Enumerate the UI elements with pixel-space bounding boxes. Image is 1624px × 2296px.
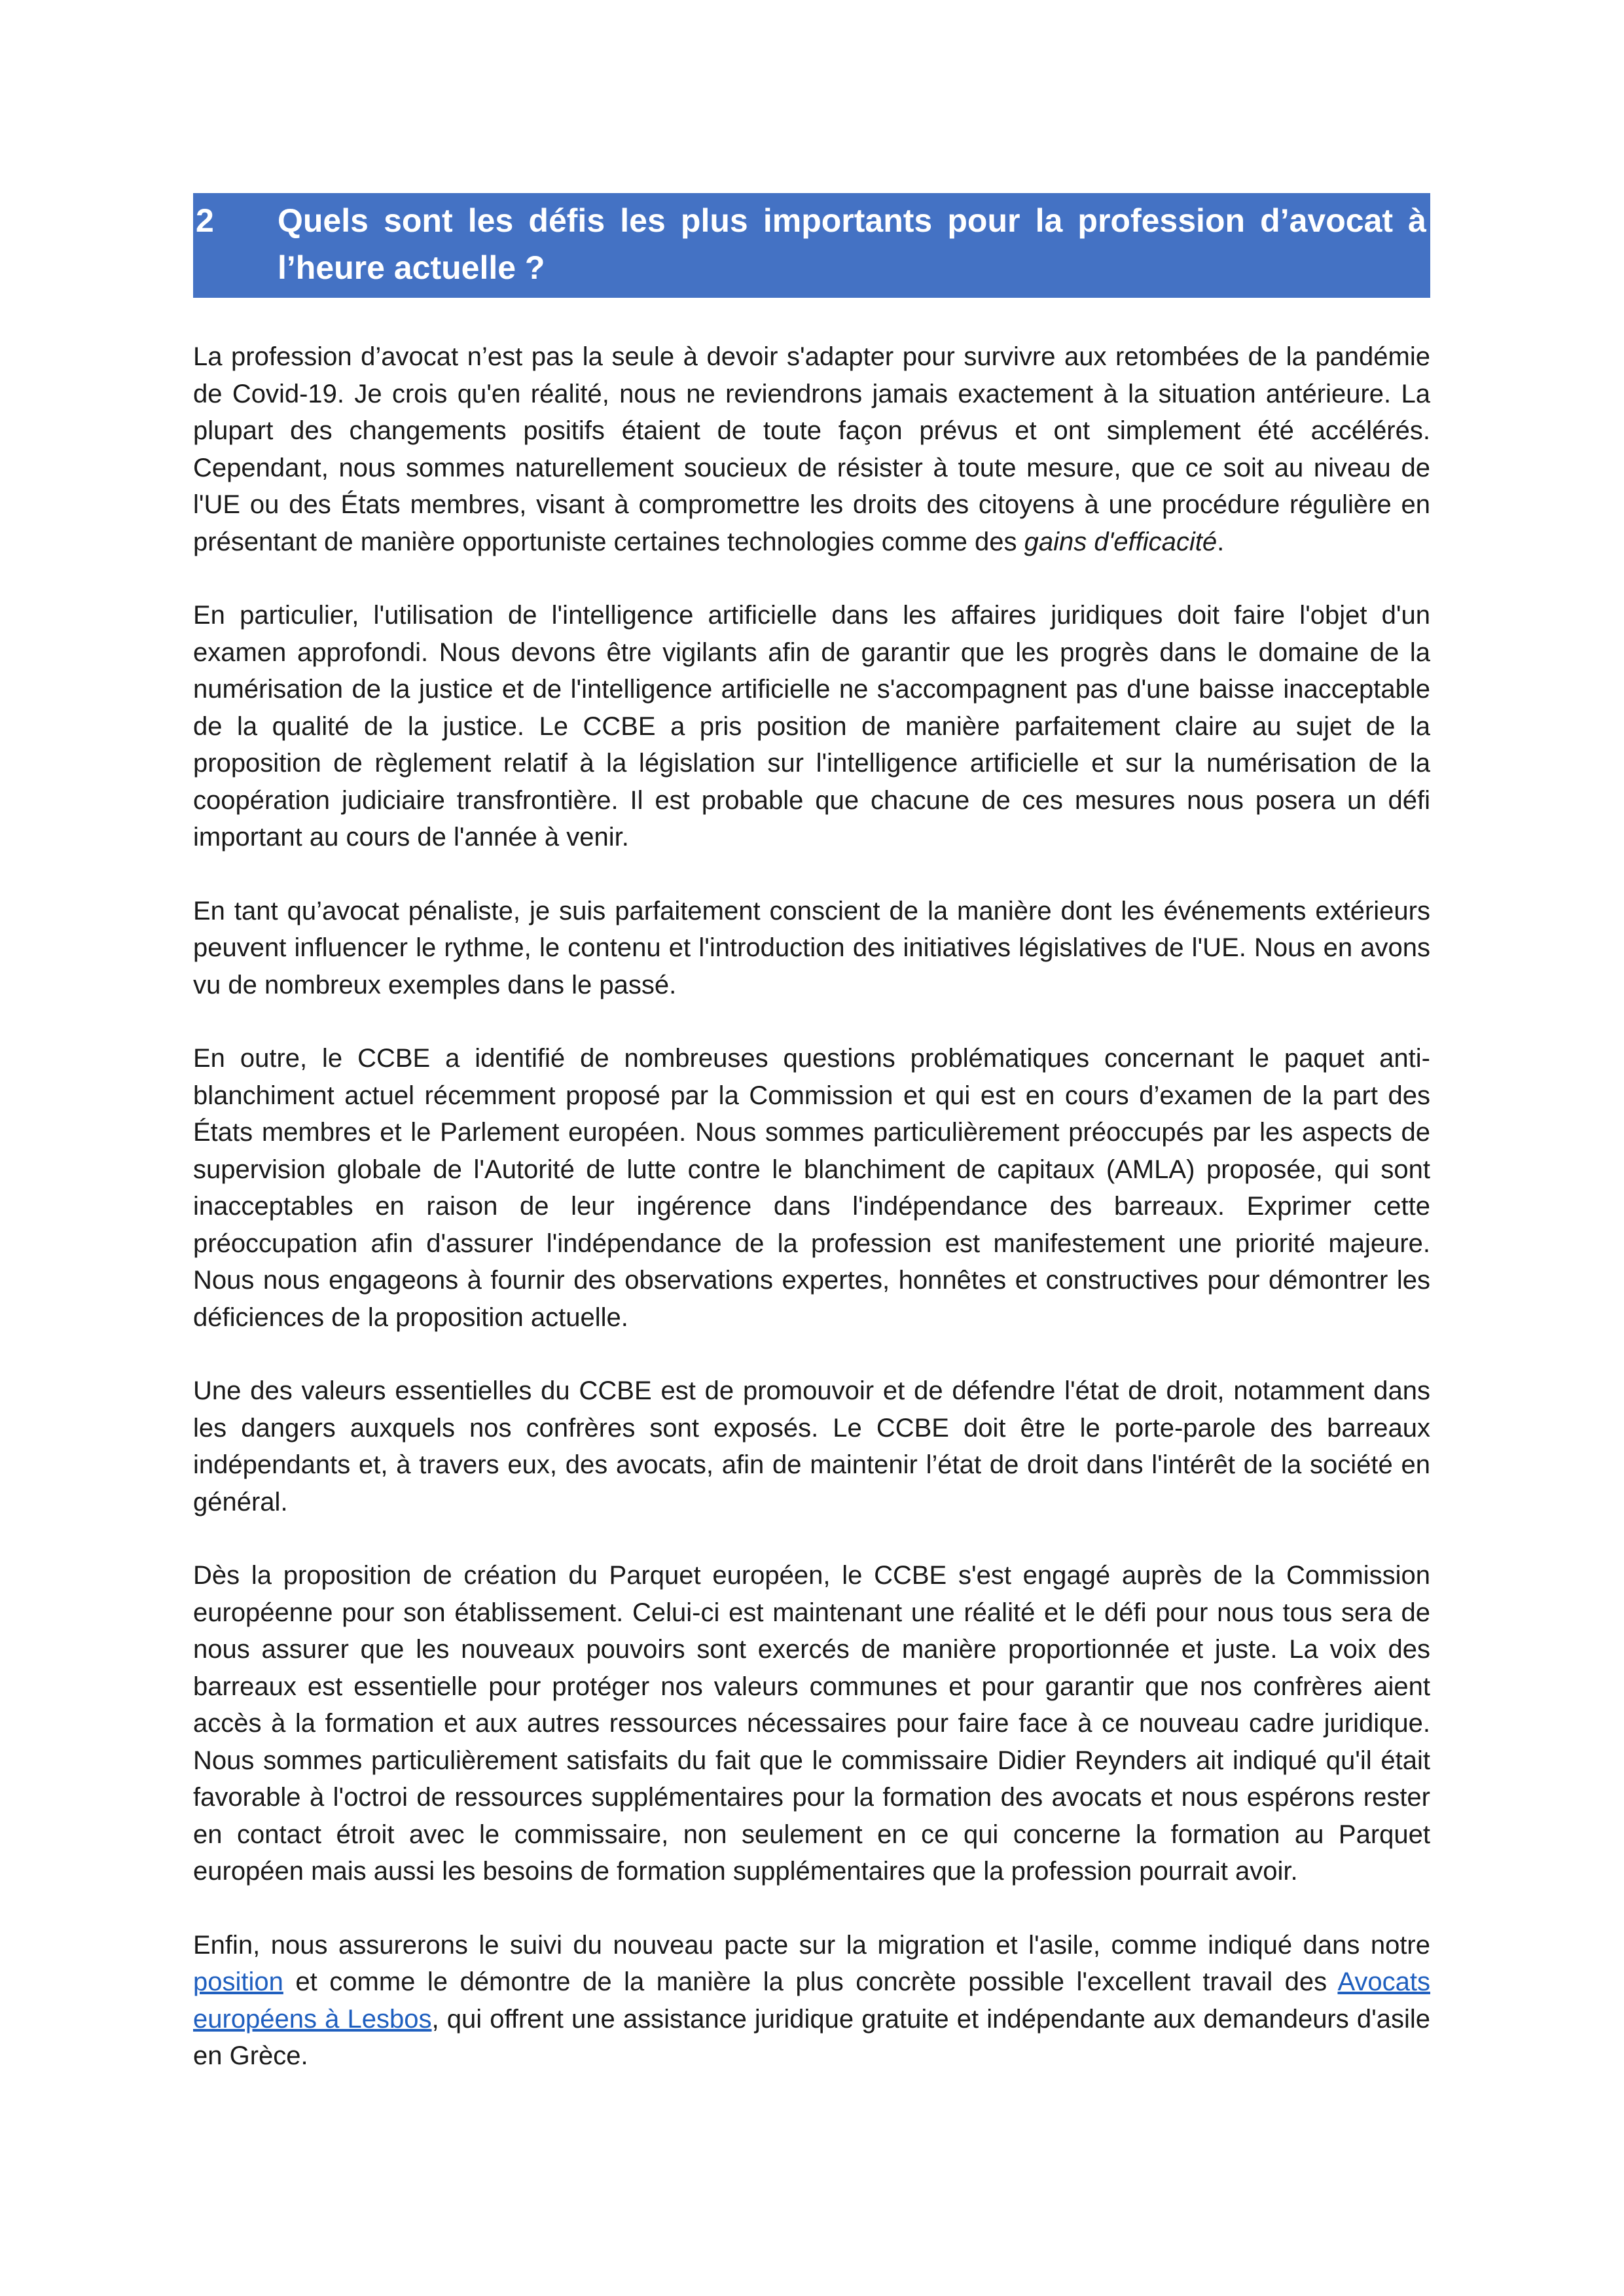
section-number: 2 bbox=[196, 202, 214, 239]
paragraph-7-part-2: et comme le démontre de la manière la plus concrète possible l'excellent travail des bbox=[283, 1967, 1338, 1996]
section-title: Quels sont les défis les plus importants pour la profession d’avocat à l’heure actuelle ? bbox=[278, 202, 1426, 286]
body-text bbox=[193, 338, 1430, 2075]
section-heading bbox=[193, 193, 1430, 298]
paragraph-4: En outre, le CCBE a identifié de nombreuses questions problématiques concernant le paquet anti-blanchiment actuel récemment proposé par la Commission et qui est en cours d’examen de la part des États membres et le Parlement européen. Nous sommes particulièrement préoccupés par les aspects de supervision globale de l'Autorité de lutte contre le blanchiment de capitaux (AMLA) proposée, qui sont inacceptables en raison de leur ingérence dans l'indépendance des barreaux. Exprimer cette préoccupation afin d'assurer l'indépendance de la profession est manifestement une priorité majeure. Nous nous engageons à fournir des observations expertes, honnêtes et constructives pour démontrer les déficiences de la proposition actuelle. bbox=[193, 1044, 1430, 1332]
document-page bbox=[193, 193, 1430, 2111]
avocats-europeens-lesbos-link[interactable]: Avocats européens à Lesbos bbox=[193, 1967, 1430, 2034]
paragraph-7-part-3: , qui offrent une assistance juridique gratuite et indépendante aux demandeurs d'asile en Grèce. bbox=[193, 2004, 1431, 2070]
paragraph-5: Une des valeurs essentielles du CCBE est de promouvoir et de défendre l'état de droit, notamment dans les dangers auxquels nos confrères sont exposés. Le CCBE doit être le porte-parole des barreaux indépendants et, à travers eux, des avocats, afin de maintenir l’état de droit dans l'intérêt de la société en général. bbox=[193, 1376, 1430, 1516]
paragraph-1-end: . bbox=[1217, 527, 1225, 556]
paragraph-1-text: La profession d’avocat n’est pas la seule à devoir s'adapter pour survivre aux retombées de la pandémie de Covid-19. Je crois qu'en réalité, nous ne reviendrons jamais exactement à la situation antérieure. La plupart des changements positifs étaient de toute façon prévus et ont simplement été accélérés. Cependant, nous sommes naturellement soucieux de résister à toute mesure, que ce soit au niveau de l'UE ou des États membres, visant à compromettre les droits des citoyens à une procédure régulière en présentant de manière opportuniste certaines technologies comme des bbox=[193, 342, 1430, 556]
paragraph-6: Dès la proposition de création du Parquet européen, le CCBE s'est engagé auprès de la Commission européenne pour son établissement. Celui-ci est maintenant une réalité et le défi pour nous tous sera de nous assurer que les nouveaux pouvoirs sont exercés de manière proportionnée et juste. La voix des barreaux est essentielle pour protéger nos valeurs communes et pour garantir que nos confrères aient accès à la formation et aux autres ressources nécessaires pour faire face à ce nouveau cadre juridique. Nous sommes particulièrement satisfaits du fait que le commissaire Didier Reynders ait indiqué qu'il était favorable à l'octroi de ressources supplémentaires pour la formation des avocats et nous espérons rester en contact étroit avec le commissaire, non seulement en ce qui concerne la formation au Parquet européen mais aussi les besoins de formation supplémentaires que la profession pourrait avoir. bbox=[193, 1561, 1430, 1886]
paragraph-1 bbox=[193, 338, 1430, 560]
position-link[interactable]: position bbox=[193, 1967, 283, 1996]
paragraph-2: En particulier, l'utilisation de l'intelligence artificielle dans les affaires juridiques doit faire l'objet d'un examen approfondi. Nous devons être vigilants afin de garantir que les progrès dans le domaine de la numérisation de la justice et de l'intelligence artificielle ne s'accompagnent pas d'une baisse inacceptable de la qualité de la justice. Le CCBE a pris position de manière parfaitement claire au sujet de la proposition de règlement relatif à la législation sur l'intelligence artificielle et sur la numérisation de la coopération judiciaire transfrontière. Il est probable que chacune de ces mesures nous posera un défi important au cours de l'année à venir. bbox=[193, 601, 1430, 852]
paragraph-1-emphasis: gains d'efficacité bbox=[1024, 527, 1218, 556]
paragraph-7-part-1: Enfin, nous assurerons le suivi du nouveau pacte sur la migration et l'asile, comme indiqué dans notre bbox=[193, 1930, 1430, 1960]
paragraph-7 bbox=[193, 1927, 1430, 2075]
paragraph-3: En tant qu’avocat pénaliste, je suis parfaitement conscient de la manière dont les événements extérieurs peuvent influencer le rythme, le contenu et l'introduction des initiatives législatives de l'UE. Nous en avons vu de nombreux exemples dans le passé. bbox=[193, 896, 1430, 999]
